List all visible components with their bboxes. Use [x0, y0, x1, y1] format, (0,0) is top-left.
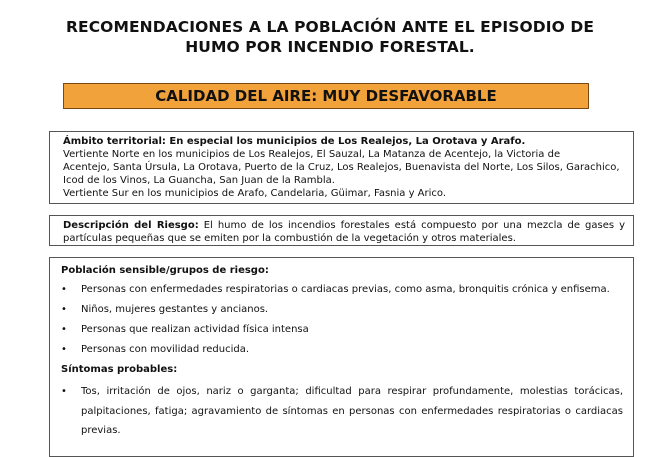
bullet-icon: •: [61, 344, 67, 355]
scope-line: Vertiente Sur en los municipios de Arafo, Candelaria, Güimar, Fasnia y Arico.: [63, 188, 447, 199]
bullet-icon: •: [61, 304, 67, 315]
list-item: [61, 343, 623, 357]
scope-line: Acentejo, Santa Úrsula, La Orotava, Puerto de la Cruz, Los Realejos, Buenavista del Norte, Los Silos, Garachico,: [63, 162, 620, 173]
bullet-icon: •: [61, 284, 67, 295]
risk-description-box: [49, 215, 634, 246]
symptoms-list: [61, 382, 623, 441]
bullet-icon: •: [61, 324, 67, 335]
list-item: [61, 283, 623, 297]
list-item-text: Niños, mujeres gestantes y ancianos.: [81, 304, 269, 315]
scope-line: Vertiente Norte en los municipios de Los Realejos, El Sauzal, La Matanza de Acentejo, la Victoria de: [63, 149, 561, 160]
bullet-icon: •: [61, 386, 67, 397]
title-line-2: HUMO POR INCENDIO FORESTAL.: [185, 38, 475, 56]
risk-description-label: Descripción del Riesgo:: [63, 220, 199, 231]
scope-line: Icod de los Vinos, La Guancha, San Juan de la Rambla.: [63, 175, 335, 186]
list-item: [61, 382, 623, 441]
list-item-text: Tos, irritación de ojos, nariz o garganta; dificultad para respirar profundamente, molestias torácicas, palpitaciones, fatiga; agravamiento de síntomas en personas con enfermedades respiratorias o cardiacas previas.: [81, 386, 623, 436]
sensitive-population-box: [49, 257, 634, 457]
document-title: [40, 17, 620, 57]
risk-description-text: El humo de los incendios forestales está compuesto por una mezcla de gases y partículas pequeñas que se emiten por la combustión de la vegetación y otros materiales.: [63, 220, 625, 244]
title-line-1: RECOMENDACIONES A LA POBLACIÓN ANTE EL EPISODIO DE: [65, 18, 595, 36]
list-item-text: Personas con enfermedades respiratorias o cardiacas previas, como asma, bronquitis crónica y enfisema.: [81, 284, 610, 295]
territorial-scope-box: [49, 131, 634, 204]
list-item-text: Personas que realizan actividad física intensa: [81, 324, 309, 335]
territorial-scope-heading: Ámbito territorial: En especial los municipios de Los Realejos, La Orotava y Arafo.: [63, 136, 526, 147]
sensitive-population-heading: Población sensible/grupos de riesgo:: [61, 265, 269, 276]
list-item-text: Personas con movilidad reducida.: [81, 344, 250, 355]
air-quality-banner: CALIDAD DEL AIRE: MUY DESFAVORABLE: [63, 83, 589, 109]
sensitive-population-list: [61, 283, 623, 357]
symptoms-heading: Síntomas probables:: [61, 364, 178, 375]
list-item: [61, 323, 623, 337]
list-item: [61, 303, 623, 317]
